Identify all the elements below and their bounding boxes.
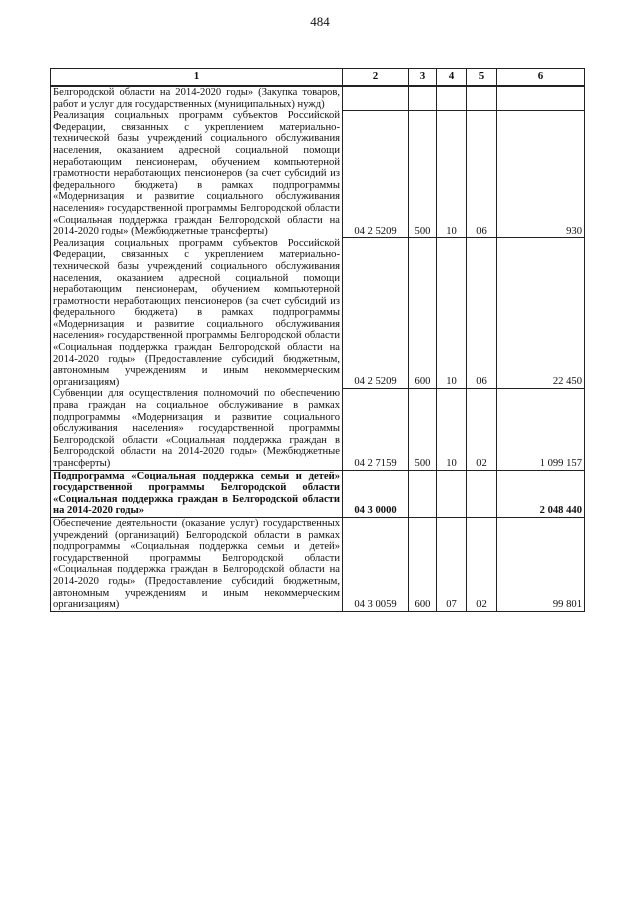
table-row-subprogram [51,470,585,517]
row-col4: 10 [437,238,467,389]
row-col4: 10 [437,110,467,238]
header-col-5: 5 [467,69,497,87]
row-amount: 99 801 [497,517,585,611]
table-row [51,238,585,389]
row-col3: 600 [409,517,437,611]
row-amount: 1 099 157 [497,388,585,470]
row-description: Реализация социальных программ субъектов Российской Федерации, связанных с укреплением материально-технической базы учреждений социального обслуживания населения, оказанием адресной социальной помощи неработающим пенсионерам, обучением компьютерной грамотности неработающих пенсионеров (за счет субсидий из федерального бюджета) в рамках подпрограммы «Модернизация и развитие социального обслуживания населения» государственной программы Белгородской области «Социальная поддержка граждан Белгородской области на 2014-2020 годы» (Предоставление субсидий бюджетным, автономным учреждениям и иным некоммерческим организациям) [51,238,343,389]
row-description: Белгородской области на 2014-2020 годы» (Закупка товаров, работ и услуг для государственных (муниципальных) нужд) [51,86,343,110]
row-col5: 06 [467,238,497,389]
row-description: Обеспечение деятельности (оказание услуг) государственных учреждений (организаций) Белгородской области в рамках подпрограммы «Социальная поддержка семьи и детей» государственной программы Белгородской области «Социальная поддержка граждан в Белгородской области на 2014-2020 годы» (Предоставление субсидий бюджетным, автономным учреждениям и иным некоммерческим организациям) [51,517,343,611]
row-amount: 930 [497,110,585,238]
row-description: Подпрограмма «Социальная поддержка семьи и детей» государственной программы Белгородской области «Социальная поддержка граждан в Белгородской области на 2014-2020 годы» [51,470,343,517]
row-description: Реализация социальных программ субъектов Российской Федерации, связанных с укреплением материально-технической базы учреждений социального обслуживания населения, оказанием адресной социальной помощи неработающим пенсионерам, обучением компьютерной грамотности неработающих пенсионеров (за счет субсидий из федерального бюджета) в рамках подпрограммы «Модернизация и развитие социального обслуживания населения» государственной программы Белгородской области «Социальная поддержка граждан Белгородской области на 2014-2020 годы» (Межбюджетные трансферты) [51,110,343,238]
table-row [51,110,585,238]
row-code: 04 3 0000 [343,470,409,517]
header-col-2: 2 [343,69,409,87]
table-row [51,388,585,470]
row-col5: 02 [467,517,497,611]
row-amount: 22 450 [497,238,585,389]
row-code: 04 2 5209 [343,238,409,389]
row-code [343,86,409,110]
row-col5 [467,470,497,517]
table-header-row [51,69,585,87]
row-code: 04 3 0059 [343,517,409,611]
budget-table [50,68,585,612]
row-col3: 500 [409,110,437,238]
row-col5: 02 [467,388,497,470]
table-row [51,86,585,110]
row-col4: 10 [437,388,467,470]
row-amount: 2 048 440 [497,470,585,517]
row-col3 [409,86,437,110]
page-number: 484 [310,14,330,29]
row-col4 [437,470,467,517]
row-col5 [467,86,497,110]
row-description: Субвенции для осуществления полномочий по обеспечению права граждан на социальное обслуживание в рамках подпрограммы «Модернизация и развитие социального обслуживания населения» государственной программы Белгородской области «Социальная поддержка граждан в Белгородской области на 2014-2020 годы» (Межбюджетные трансферты) [51,388,343,470]
row-amount [497,86,585,110]
row-col3: 600 [409,238,437,389]
header-col-1: 1 [51,69,343,87]
row-col5: 06 [467,110,497,238]
row-col3 [409,470,437,517]
header-col-4: 4 [437,69,467,87]
row-col4: 07 [437,517,467,611]
row-col4 [437,86,467,110]
header-col-3: 3 [409,69,437,87]
row-col3: 500 [409,388,437,470]
row-code: 04 2 7159 [343,388,409,470]
row-code: 04 2 5209 [343,110,409,238]
header-col-6: 6 [497,69,585,87]
table-row [51,517,585,611]
